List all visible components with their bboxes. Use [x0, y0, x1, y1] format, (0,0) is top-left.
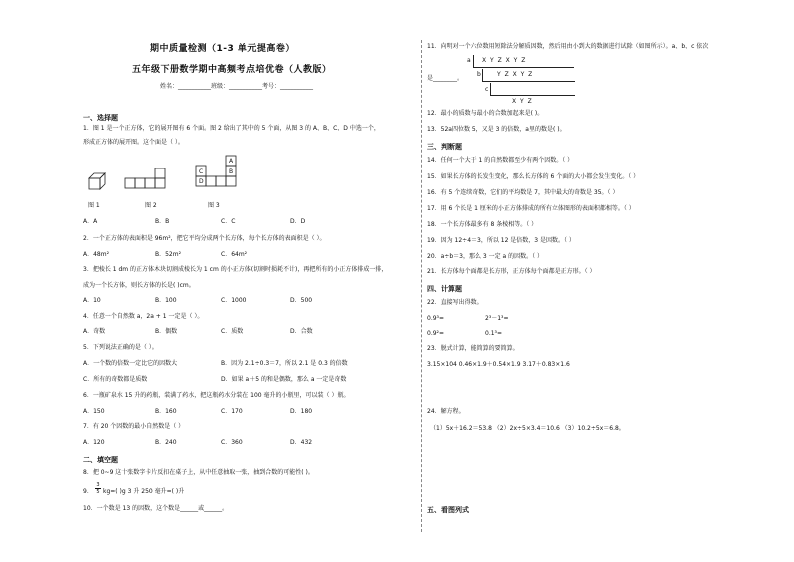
q2-option-c[interactable]: C．64m²	[221, 251, 248, 258]
q7-option-c[interactable]: C．360	[221, 439, 243, 446]
q7-option-d[interactable]: D．432	[290, 439, 313, 446]
q1-option-a[interactable]: A．A	[83, 218, 98, 225]
q3-option-d[interactable]: D．500	[290, 297, 313, 304]
section-heading-calc: 四、计算题	[427, 285, 462, 293]
q22-item-3: 0.9²=	[427, 330, 444, 337]
q24-equations: （1）5x＋16.2＝53.8 （2）2x÷5×3.4＝10.6 （3）10.2÷5x＝6.8。	[430, 425, 625, 432]
q2-text: 2．一个正方体的表面积是 96m²，把它平均分成两个长方体，每个长方体的表面积是（ ）。	[83, 235, 326, 242]
q6-text: 6．一瓶矿泉水 15 升的药瓶，装满了药水，把这瓶药水分装在 100 毫升的小瓶里，可以装（ ）瓶。	[83, 392, 350, 399]
student-info-fields: 姓名：___________班级：___________考号：___________	[160, 83, 314, 90]
division-letter-c: c	[485, 86, 489, 93]
q12-text: 12．最小的质数与最小的合数加起来是( )。	[427, 110, 544, 117]
figure-3-label: 图 3	[208, 202, 220, 209]
figure-1-cube	[88, 172, 106, 190]
q3-option-c[interactable]: C．1000	[221, 297, 247, 304]
q2-option-a[interactable]: A．48m²	[83, 251, 109, 258]
q17-text: 17．用 6 个长是 1 厘米的小正方体排成的所有立体图形的表面积都相等。（ ）	[427, 205, 635, 212]
section-heading-judge: 三、判断题	[427, 143, 462, 151]
q22-item-2: 2³－1³=	[485, 315, 509, 322]
q10-text: 10．一个数是 13 的因数，这个数是______或______。	[83, 505, 229, 512]
q6-option-b[interactable]: B．160	[155, 408, 177, 415]
q5-option-c[interactable]: C．所有的奇数都是质数	[83, 376, 148, 383]
q1-option-c[interactable]: C．C	[221, 218, 236, 225]
q5-option-a[interactable]: A．一个数的倍数一定比它的因数大	[83, 360, 178, 367]
q7-option-b[interactable]: B．240	[155, 439, 177, 446]
q9-prefix: 9．	[83, 488, 93, 495]
section-heading-choice: 一、选择题	[83, 114, 118, 122]
division-quotient-1: Y Z X Y Z	[497, 71, 534, 78]
division-quotient-2: X Y Z	[512, 98, 533, 105]
division-letter-a: a	[467, 57, 471, 64]
q9-text: kg=( )g 3 升 250 毫升=( )升	[103, 488, 185, 495]
q22-item-4: 0.1³=	[485, 330, 502, 337]
q15-text: 15．如果长方体的长发生变化，那么长方体的 6 个面的大小都会发生变化。（ ）	[427, 173, 640, 180]
division-letter-b: b	[477, 71, 481, 78]
q1-option-b[interactable]: B．B	[155, 218, 170, 225]
q5-text: 5．下列说法正确的是（ ）。	[83, 344, 158, 351]
q13-text: 13．52a四位数 5，又是 3 的倍数，a里的数是( )。	[427, 126, 566, 133]
q23-expressions: 3.15×104 0.46×1.9＋0.54×1.9 3.17＋0.83×1.6	[427, 361, 570, 368]
q24-text: 24．解方程。	[427, 408, 465, 415]
q6-option-c[interactable]: C．170	[221, 408, 243, 415]
section-heading-picture: 五、看图列式	[427, 506, 469, 514]
figure-1-label: 图 1	[88, 202, 100, 209]
q6-option-d[interactable]: D．180	[290, 408, 313, 415]
q9-fraction	[95, 482, 101, 495]
q4-text: 4．任意一个自然数 a，2a + 1 一定是（ ）。	[83, 313, 204, 320]
figure-2-label: 图 2	[145, 202, 157, 209]
q4-option-d[interactable]: D．合数	[290, 328, 313, 335]
fig3-letter-a: A	[229, 158, 234, 165]
section-heading-fill: 二、填空题	[83, 456, 118, 464]
fig3-letter-b: B	[229, 168, 234, 175]
q3-text-line2: 成为一个长方体，则长方体的长是( )cm。	[83, 282, 195, 289]
q22-text: 22．直接写出得数。	[427, 299, 483, 306]
q9-fraction-numerator: 3	[96, 482, 100, 488]
q2-option-b[interactable]: B．52m²	[155, 251, 182, 258]
q20-text: 20．a÷b＝3，那么 3 一定 a 的因数。（ ）	[427, 253, 543, 260]
q7-text: 7．有 20 个因数的最小自然数是（ ）	[83, 423, 185, 430]
q8-text: 8．把 0~9 这十张数字卡片反扣在桌子上，从中任意抽取一张，抽到合数的可能性( )。	[83, 469, 314, 476]
figure-2-net	[124, 168, 170, 190]
q7-option-a[interactable]: A．120	[83, 439, 105, 446]
paper-title-1: 期中质量检测（1-3 单元提高卷）	[150, 44, 295, 54]
q3-text-line1: 3．把棱长 1 dm 的正方体木块切割成棱长为 1 cm 的小正方体(切割时损耗不计)，再把所有的小正方体排成一排，	[83, 266, 388, 273]
q3-option-b[interactable]: B．100	[155, 297, 177, 304]
q16-text: 16．有 5 个连续奇数，它们的平均数是 7，其中最大的奇数是 35。（ ）	[427, 189, 619, 196]
paper-title-2: 五年级下册数学期中高频考点培优卷（人教版）	[132, 65, 332, 75]
q9-fraction-denominator: 5	[96, 489, 100, 495]
q4-option-a[interactable]: A．奇数	[83, 328, 106, 335]
fig3-letter-c: C	[199, 168, 204, 175]
q11-text-line2: 是________。	[427, 75, 464, 82]
q14-text: 14．任何一个大于 1 的自然数都至少有两个因数。（ ）	[427, 157, 574, 164]
q18-text: 18．一个长方体最多有 8 条棱相等。（ ）	[427, 221, 538, 228]
q5-option-d[interactable]: D．如果 a＋5 的和是偶数，那么 a 一定是奇数	[221, 376, 347, 383]
q3-option-a[interactable]: A．10	[83, 297, 101, 304]
q21-text: 21．长方体每个面都是长方形，正方体每个面都是正方形。（ ）	[427, 268, 596, 275]
column-divider	[421, 40, 422, 532]
q11-text-line1: 11．向明对一个六位数用短除法分解质因数，然后用由小到大的数据进行试除（如图所示）。a、b、c 依次	[427, 43, 709, 50]
q1-option-d[interactable]: D．D	[290, 218, 306, 225]
fig3-letter-d: D	[199, 178, 204, 185]
q4-option-c[interactable]: C．质数	[221, 328, 244, 335]
q4-option-b[interactable]: B．偶数	[155, 328, 178, 335]
q1-text-line2: 形成正方体的展开图。这个面是（ ）。	[83, 139, 184, 146]
q6-option-a[interactable]: A．150	[83, 408, 105, 415]
q1-text-line1: 1．图 1 是一个正方体，它的展开图有 6 个面。图 2 给出了其中的 5 个面，从图 3 的 A、B、C、D 中选一个，	[83, 125, 380, 132]
q19-text: 19．因为 12÷4＝3，所以 12 是倍数，3 是因数。（ ）	[427, 237, 575, 244]
q23-text: 23．脱式计算，能简算的要简算。	[427, 345, 519, 352]
division-dividend: X Y Z X Y Z	[482, 57, 527, 64]
division-bracket-3	[490, 83, 575, 96]
q22-item-1: 0.9³=	[427, 315, 444, 322]
q5-option-b[interactable]: B．因为 2.1÷0.3＝7，所以 2.1 是 0.3 的倍数	[221, 360, 348, 367]
